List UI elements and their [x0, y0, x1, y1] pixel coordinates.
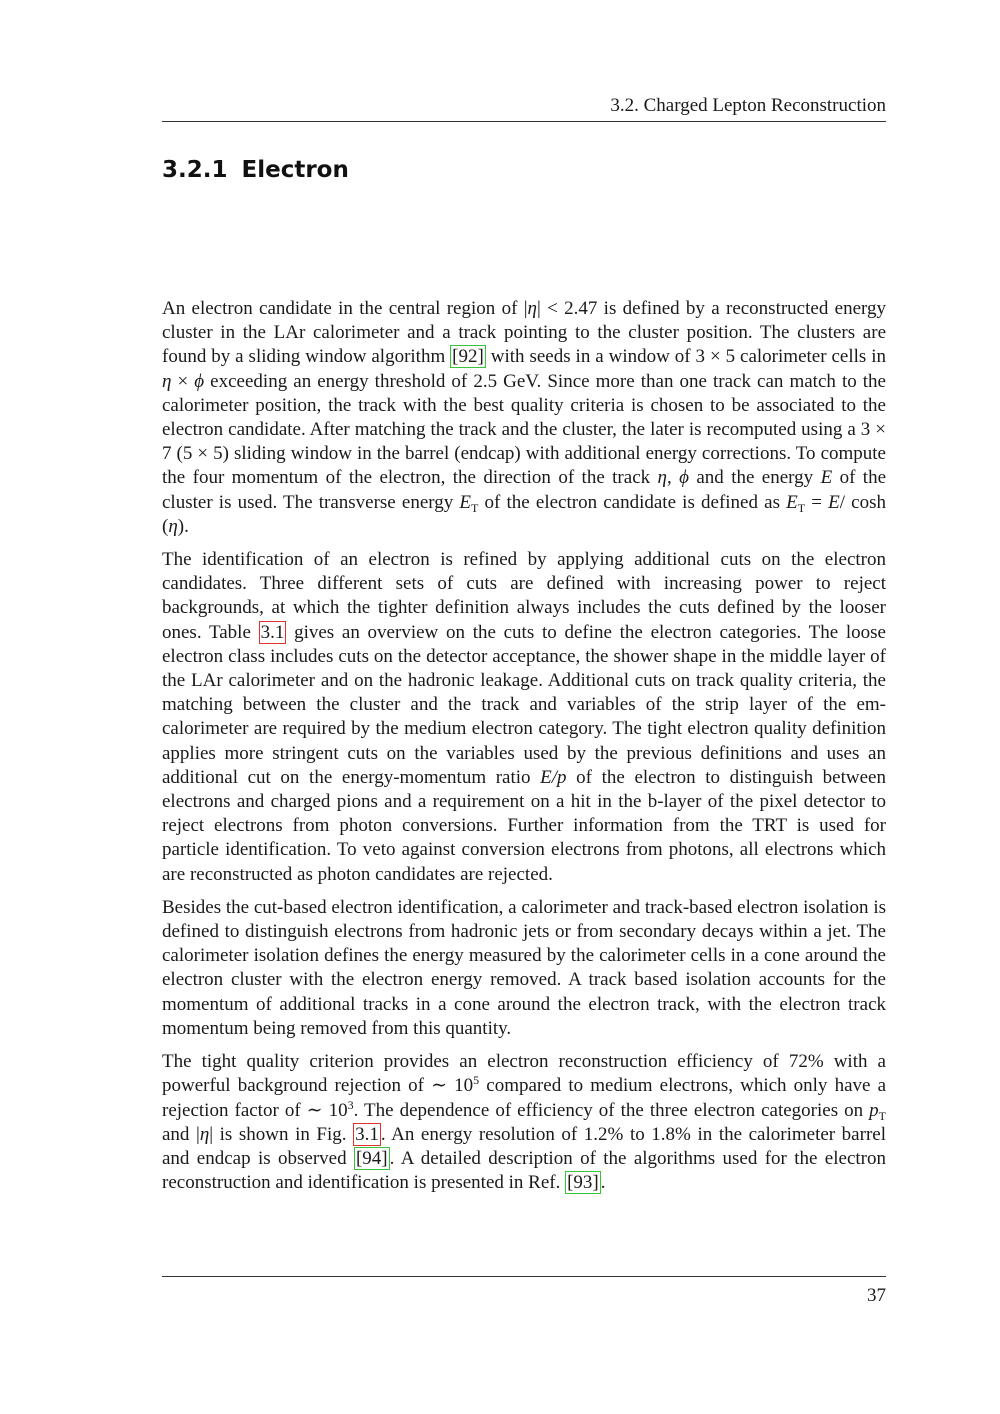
math-symbol: E: [820, 467, 833, 489]
text-run: exceeding an energy threshold of 2.5 GeV. Since more than one track can match to the calorimeter position, the track with the best quality criteria is chosen to be associated to the electron candidate. After matching the track and the cluster, the later is recomputed using a 3 × 7 (5 × 5) sliding window in the barrel (endcap) with additional energy corrections. To compute the four momentum of the electron, the direction of the track: [162, 370, 886, 489]
text-run: =: [805, 491, 829, 513]
citation-link[interactable]: [93]: [567, 1172, 599, 1194]
running-header: 3.2. Charged Lepton Reconstruction: [610, 95, 886, 116]
text-run: | < 2.47 is defined by a reconstructed energy cluster in the LAr calorimeter and a track pointing to the cluster position. The clusters are found by a sliding window algorithm: [162, 298, 886, 368]
section-heading: [162, 154, 349, 186]
paragraph-3: Besides the cut-based electron identification, a calorimeter and track-based electron isolation is defined to distinguish electrons from hadronic jets or from secondary decays within a jet. The calorimeter isolation defines the energy measured by the calorimeter cells in a cone around the electron cluster with the electron energy removed. A track based isolation accounts for the momentum of additional tracks in a cone around the electron track, with the electron track momentum being removed from this quantity.: [162, 896, 886, 1039]
math-symbol: ϕ: [194, 370, 205, 392]
math-symbol: η: [199, 1123, 210, 1145]
text-run: | is shown in Fig.: [209, 1123, 354, 1145]
math-superscript: 5: [473, 1073, 480, 1088]
citation-link[interactable]: [94]: [355, 1147, 388, 1169]
text-run: compared to medium electrons, which only have a rejection factor of ∼ 10: [162, 1075, 886, 1121]
math-symbol: η: [168, 515, 178, 537]
math-symbol: ϕ: [679, 467, 689, 489]
math-symbol: η: [657, 467, 667, 489]
text-run: The tight quality criterion provides an electron reconstruction efficiency of 72% with a powerful background rejection of ∼ 10: [162, 1051, 886, 1097]
text-run: An electron candidate in the central region of |: [162, 298, 528, 319]
section-title: Electron: [241, 157, 349, 183]
text-run: of the electron to distinguish between electrons and charged pions and a requirement on a hit in the b-layer of the pixel detector to reject electrons from photon conversions. Further information from the TRT is used for particle identification. To veto against conversion electrons from photons, all electrons which are reconstructed as photon candidates are rejected.: [162, 766, 886, 885]
body-text: [162, 297, 886, 1204]
text-run: ).: [177, 515, 189, 537]
math-symbol: η: [162, 370, 172, 392]
text-run: ,: [666, 467, 680, 489]
text-run: . The dependence of efficiency of the three electron categories on: [353, 1099, 870, 1121]
text-run: . An energy resolution of 1.2% to 1.8% in the calorimeter barrel and endcap is observed: [162, 1123, 886, 1169]
figure-reference-link[interactable]: 3.1: [355, 1123, 379, 1145]
text-run: gives an overview on the cuts to define the electron categories. The loose electron class includes cuts on the detector acceptance, the shower shape in the middle layer of the LAr calorimeter and on the hadronic leakage. Additional cuts on track quality criteria, the matching between the cluster and the track and variables of the strip layer of the em-calorimeter are required by the medium electron category. The tight electron quality definition applies more stringent cuts on the variables used by the previous definitions and uses an additional cut on the energy-momentum ratio: [162, 621, 886, 788]
text-run: of the electron candidate is defined as: [478, 491, 787, 513]
text-run: The identification of an electron is refined by applying additional cuts on the electron candidates. Three different sets of cuts are defined with increasing power to reject backgrounds, at which the tighter definition always includes the cuts defined by the looser ones. Table: [162, 549, 886, 643]
math-subscript: T: [471, 500, 479, 515]
math-subscript: T: [797, 500, 806, 515]
paragraph-2: [162, 548, 886, 887]
math-symbol: p: [869, 1099, 879, 1121]
text-run: with seeds in a window of 3 × 5 calorimeter cells in: [485, 346, 886, 368]
text-run: .: [600, 1172, 606, 1194]
paragraph-4: [162, 1050, 886, 1195]
math-subscript: T: [878, 1108, 887, 1123]
text-run: and the energy: [688, 467, 821, 489]
math-symbol: η: [527, 298, 537, 319]
table-reference-link[interactable]: 3.1: [260, 621, 285, 643]
text-run: of the cluster is used. The transverse energy: [162, 467, 887, 513]
header-rule: [162, 121, 886, 122]
text-run: and |: [162, 1123, 200, 1145]
math-symbol: E: [786, 491, 798, 513]
math-superscript: 3: [347, 1097, 354, 1112]
text-run: / cosh (: [162, 491, 886, 537]
paragraph-1: [162, 297, 886, 539]
text-run: . A detailed description of the algorithms used for the electron reconstruction and identification is presented in Ref.: [162, 1147, 886, 1194]
math-symbol: E: [459, 491, 472, 513]
citation-link[interactable]: [92]: [452, 346, 484, 368]
footer-rule: [162, 1276, 886, 1277]
math-symbol: E: [828, 491, 840, 513]
page-number: 37: [867, 1285, 886, 1306]
section-number: 3.2.1: [162, 157, 228, 183]
math-symbol: E/p: [540, 766, 567, 788]
text-run: ×: [171, 370, 195, 392]
